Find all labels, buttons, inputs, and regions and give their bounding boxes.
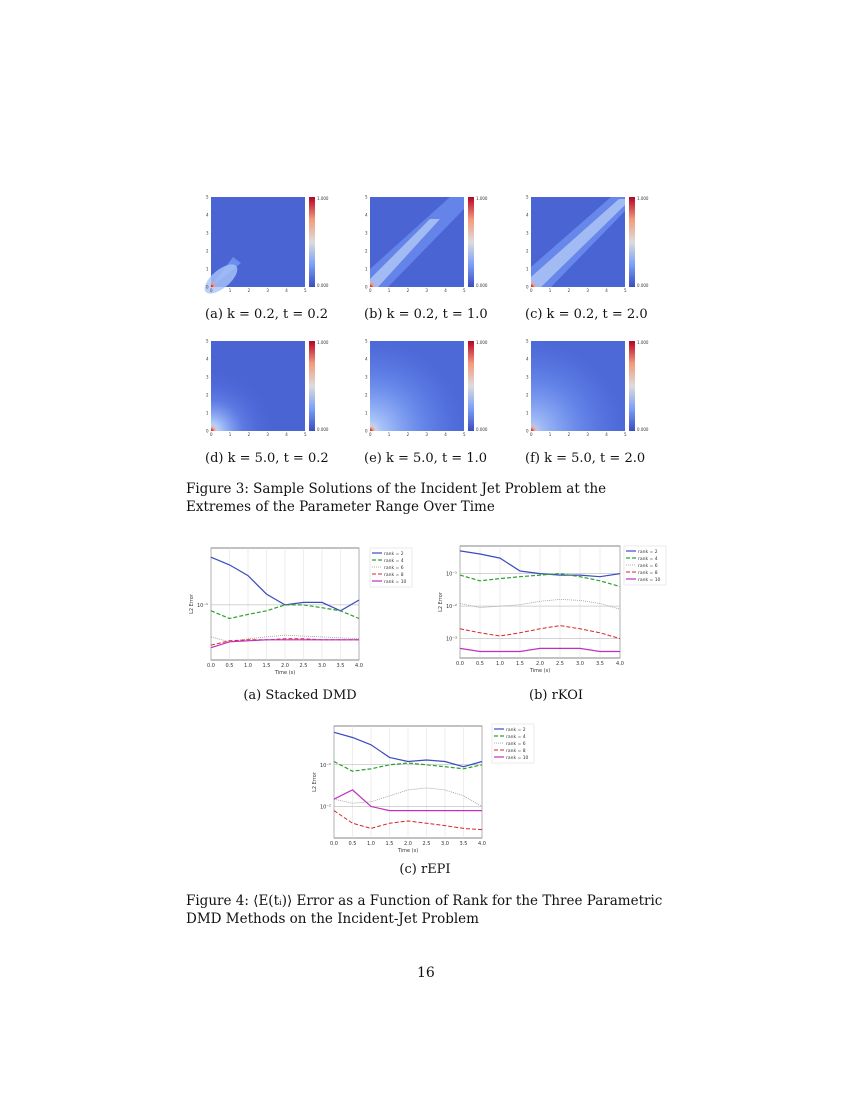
y-tick-label: 3 <box>206 374 209 380</box>
legend-label: rank = 2 <box>638 549 658 555</box>
y-tick-label: 5 <box>206 338 209 344</box>
x-tick-label: 0.0 <box>456 661 464 667</box>
x-tick-label: 2.5 <box>299 663 308 669</box>
x-tick-label: 2 <box>406 432 410 437</box>
y-tick-label: 0 <box>365 428 368 434</box>
y-tick-label: 2 <box>206 392 209 398</box>
x-tick-label: 1.5 <box>262 663 271 669</box>
y-tick-label: 5 <box>365 338 368 344</box>
y-tick-label: 2 <box>526 392 529 398</box>
heatmap-panel-c <box>531 197 625 287</box>
x-tick-label: 3.0 <box>441 841 449 847</box>
x-tick-label: 0 <box>530 432 533 437</box>
y-tick-label: 5 <box>365 194 368 200</box>
y-tick-label: 2 <box>206 248 209 254</box>
colorbar-max-label: 1.000 <box>317 340 329 345</box>
chart-caption-b: (b) rKOI <box>529 688 583 703</box>
figure4-caption: Figure 4: ⟨E(tᵢ)⟩ Error as a Function of Rank for the Three Parametric DMD Methods on the Incident-Jet Problem <box>186 893 663 927</box>
y-tick-label: 2 <box>365 392 368 398</box>
y-tick-label: 0 <box>206 284 209 290</box>
x-tick-label: 1 <box>387 432 391 437</box>
x-tick-label: 0 <box>369 432 372 437</box>
x-axis-label: Time (s) <box>397 848 419 854</box>
y-tick-label: 4 <box>526 212 529 218</box>
y-axis-label: L2 Error <box>189 594 195 614</box>
colorbar-min-label: 0.000 <box>637 427 649 432</box>
chart-rkoi <box>438 540 674 680</box>
caption-a: (a) k = 0.2, t = 0.2 <box>205 307 329 322</box>
colorbar-max-label: 1.000 <box>637 340 649 345</box>
y-tick-label: 1 <box>526 266 529 272</box>
x-axis-label: Time (s) <box>274 670 296 676</box>
x-tick-label: 5 <box>463 288 466 293</box>
x-tick-label: 2.5 <box>422 841 431 847</box>
x-tick-label: 0.5 <box>348 841 357 847</box>
y-tick-label: 4 <box>526 356 529 362</box>
x-tick-label: 3 <box>266 432 269 437</box>
x-tick-label: 4.0 <box>355 663 363 669</box>
x-tick-label: 0.5 <box>225 663 234 669</box>
x-tick-label: 1 <box>228 432 232 437</box>
x-tick-label: 1.0 <box>367 841 375 847</box>
y-axis-label: L2 Error <box>438 592 444 612</box>
x-tick-label: 2 <box>567 288 571 293</box>
x-tick-label: 0 <box>369 288 372 293</box>
x-tick-label: 0 <box>210 432 213 437</box>
colorbar-min-label: 0.000 <box>637 283 649 288</box>
y-tick-label: 1 <box>365 266 368 272</box>
x-tick-label: 3 <box>586 432 589 437</box>
y-tick-label: 5 <box>206 194 209 200</box>
x-tick-label: 5 <box>624 288 627 293</box>
x-tick-label: 5 <box>624 432 627 437</box>
x-tick-label: 0.0 <box>207 663 215 669</box>
x-tick-label: 2.0 <box>281 663 289 669</box>
x-tick-label: 1 <box>387 288 391 293</box>
x-tick-label: 4 <box>444 288 447 293</box>
y-tick-label: 2 <box>526 248 529 254</box>
y-tick-label: 10⁻¹ <box>196 602 208 609</box>
x-tick-label: 2.0 <box>404 841 412 847</box>
x-tick-label: 1 <box>548 288 552 293</box>
x-tick-label: 4 <box>285 288 288 293</box>
chart-caption-c: (c) rEPI <box>399 862 451 877</box>
legend-label: rank = 4 <box>506 734 526 740</box>
x-tick-label: 2.0 <box>536 661 544 667</box>
heatmap-panel-f <box>531 341 625 431</box>
page-number: 16 <box>417 965 435 981</box>
y-tick-label: 5 <box>526 338 529 344</box>
figure3-heatmaps <box>0 0 850 520</box>
y-tick-label: 10⁻¹ <box>319 762 331 769</box>
legend-label: rank = 10 <box>506 755 529 761</box>
y-tick-label: 3 <box>365 230 368 236</box>
heatmap-panel-a <box>200 194 305 299</box>
colorbar-max-label: 1.000 <box>476 196 488 201</box>
legend-label: rank = 2 <box>506 727 526 733</box>
x-tick-label: 3 <box>425 288 428 293</box>
x-tick-label: 2 <box>406 288 410 293</box>
y-tick-label: 0 <box>365 284 368 290</box>
x-tick-label: 4 <box>285 432 288 437</box>
legend-label: rank = 8 <box>506 748 526 754</box>
x-tick-label: 0.0 <box>330 841 338 847</box>
y-tick-label: 5 <box>526 194 529 200</box>
x-tick-label: 3 <box>425 432 428 437</box>
y-tick-label: 10⁻³ <box>445 636 457 643</box>
y-tick-label: 1 <box>365 410 368 416</box>
y-tick-label: 4 <box>206 212 209 218</box>
legend-label: rank = 6 <box>506 741 526 747</box>
y-tick-label: 3 <box>206 230 209 236</box>
heatmap-panel-d <box>211 341 305 431</box>
x-tick-label: 3.5 <box>459 841 468 847</box>
colorbar-max-label: 1.000 <box>476 340 488 345</box>
x-tick-label: 4 <box>605 432 608 437</box>
x-tick-label: 3 <box>266 288 269 293</box>
x-tick-label: 0.5 <box>476 661 484 667</box>
x-axis-label: Time (s) <box>529 668 551 674</box>
chart-caption-a: (a) Stacked DMD <box>243 688 357 703</box>
x-tick-label: 1.0 <box>244 663 252 669</box>
legend-label: rank = 8 <box>384 572 404 578</box>
y-tick-label: 1 <box>206 410 209 416</box>
caption-d: (d) k = 5.0, t = 0.2 <box>205 451 329 466</box>
legend-label: rank = 4 <box>638 556 658 562</box>
x-tick-label: 1.5 <box>516 661 524 667</box>
y-tick-label: 10⁻² <box>319 804 331 811</box>
heatmap-panel-e <box>370 341 464 431</box>
x-tick-label: 3.0 <box>576 661 584 667</box>
x-tick-label: 2 <box>247 288 251 293</box>
caption-f: (f) k = 5.0, t = 2.0 <box>525 451 646 466</box>
legend-label: rank = 2 <box>384 551 404 557</box>
legend-label: rank = 6 <box>638 563 658 569</box>
y-tick-label: 1 <box>206 266 209 272</box>
caption-b: (b) k = 0.2, t = 1.0 <box>364 307 488 322</box>
caption-c: (c) k = 0.2, t = 2.0 <box>525 307 648 322</box>
legend-label: rank = 10 <box>638 577 661 583</box>
y-tick-label: 10⁻² <box>445 604 457 611</box>
colorbar-min-label: 0.000 <box>476 283 488 288</box>
y-tick-label: 3 <box>526 374 529 380</box>
colorbar-min-label: 0.000 <box>476 427 488 432</box>
y-tick-label: 3 <box>365 374 368 380</box>
legend-label: rank = 4 <box>384 558 404 564</box>
colorbar-max-label: 1.000 <box>317 196 329 201</box>
y-tick-label: 4 <box>365 212 368 218</box>
chart-stacked-dmd <box>189 540 407 680</box>
colorbar-max-label: 1.000 <box>637 196 649 201</box>
y-tick-label: 0 <box>206 428 209 434</box>
x-tick-label: 5 <box>304 288 307 293</box>
y-tick-label: 0 <box>526 428 529 434</box>
x-tick-label: 5 <box>304 432 307 437</box>
x-tick-label: 0 <box>210 288 213 293</box>
x-tick-label: 4.0 <box>616 661 624 667</box>
x-tick-label: 0 <box>530 288 533 293</box>
caption-e: (e) k = 5.0, t = 1.0 <box>364 451 487 466</box>
x-tick-label: 1.5 <box>385 841 394 847</box>
y-tick-label: 1 <box>526 410 529 416</box>
x-tick-label: 1 <box>548 432 552 437</box>
y-tick-label: 3 <box>526 230 529 236</box>
y-axis-label: L2 Error <box>312 772 318 792</box>
x-tick-label: 4 <box>444 432 447 437</box>
figure3-caption: Figure 3: Sample Solutions of the Incident Jet Problem at the Extremes of the Parameter Range Over Time <box>186 481 607 515</box>
legend-label: rank = 10 <box>384 579 407 585</box>
x-tick-label: 1.0 <box>496 661 504 667</box>
x-tick-label: 3.5 <box>596 661 604 667</box>
heatmap-panel-b <box>370 197 464 287</box>
colorbar-min-label: 0.000 <box>317 283 329 288</box>
x-tick-label: 2 <box>567 432 571 437</box>
x-tick-label: 2 <box>247 432 251 437</box>
colorbar-min-label: 0.000 <box>317 427 329 432</box>
x-tick-label: 4 <box>605 288 608 293</box>
chart-repi <box>310 720 540 860</box>
y-tick-label: 2 <box>365 248 368 254</box>
x-tick-label: 1 <box>228 288 232 293</box>
x-tick-label: 3 <box>586 288 589 293</box>
y-tick-label: 10⁻¹ <box>445 571 457 578</box>
x-tick-label: 3.0 <box>318 663 326 669</box>
y-tick-label: 0 <box>526 284 529 290</box>
x-tick-label: 4.0 <box>478 841 486 847</box>
x-tick-label: 3.5 <box>336 663 345 669</box>
y-tick-label: 4 <box>206 356 209 362</box>
legend-label: rank = 6 <box>384 565 404 571</box>
x-tick-label: 5 <box>463 432 466 437</box>
x-tick-label: 2.5 <box>556 661 564 667</box>
legend-label: rank = 8 <box>638 570 658 576</box>
y-tick-label: 4 <box>365 356 368 362</box>
